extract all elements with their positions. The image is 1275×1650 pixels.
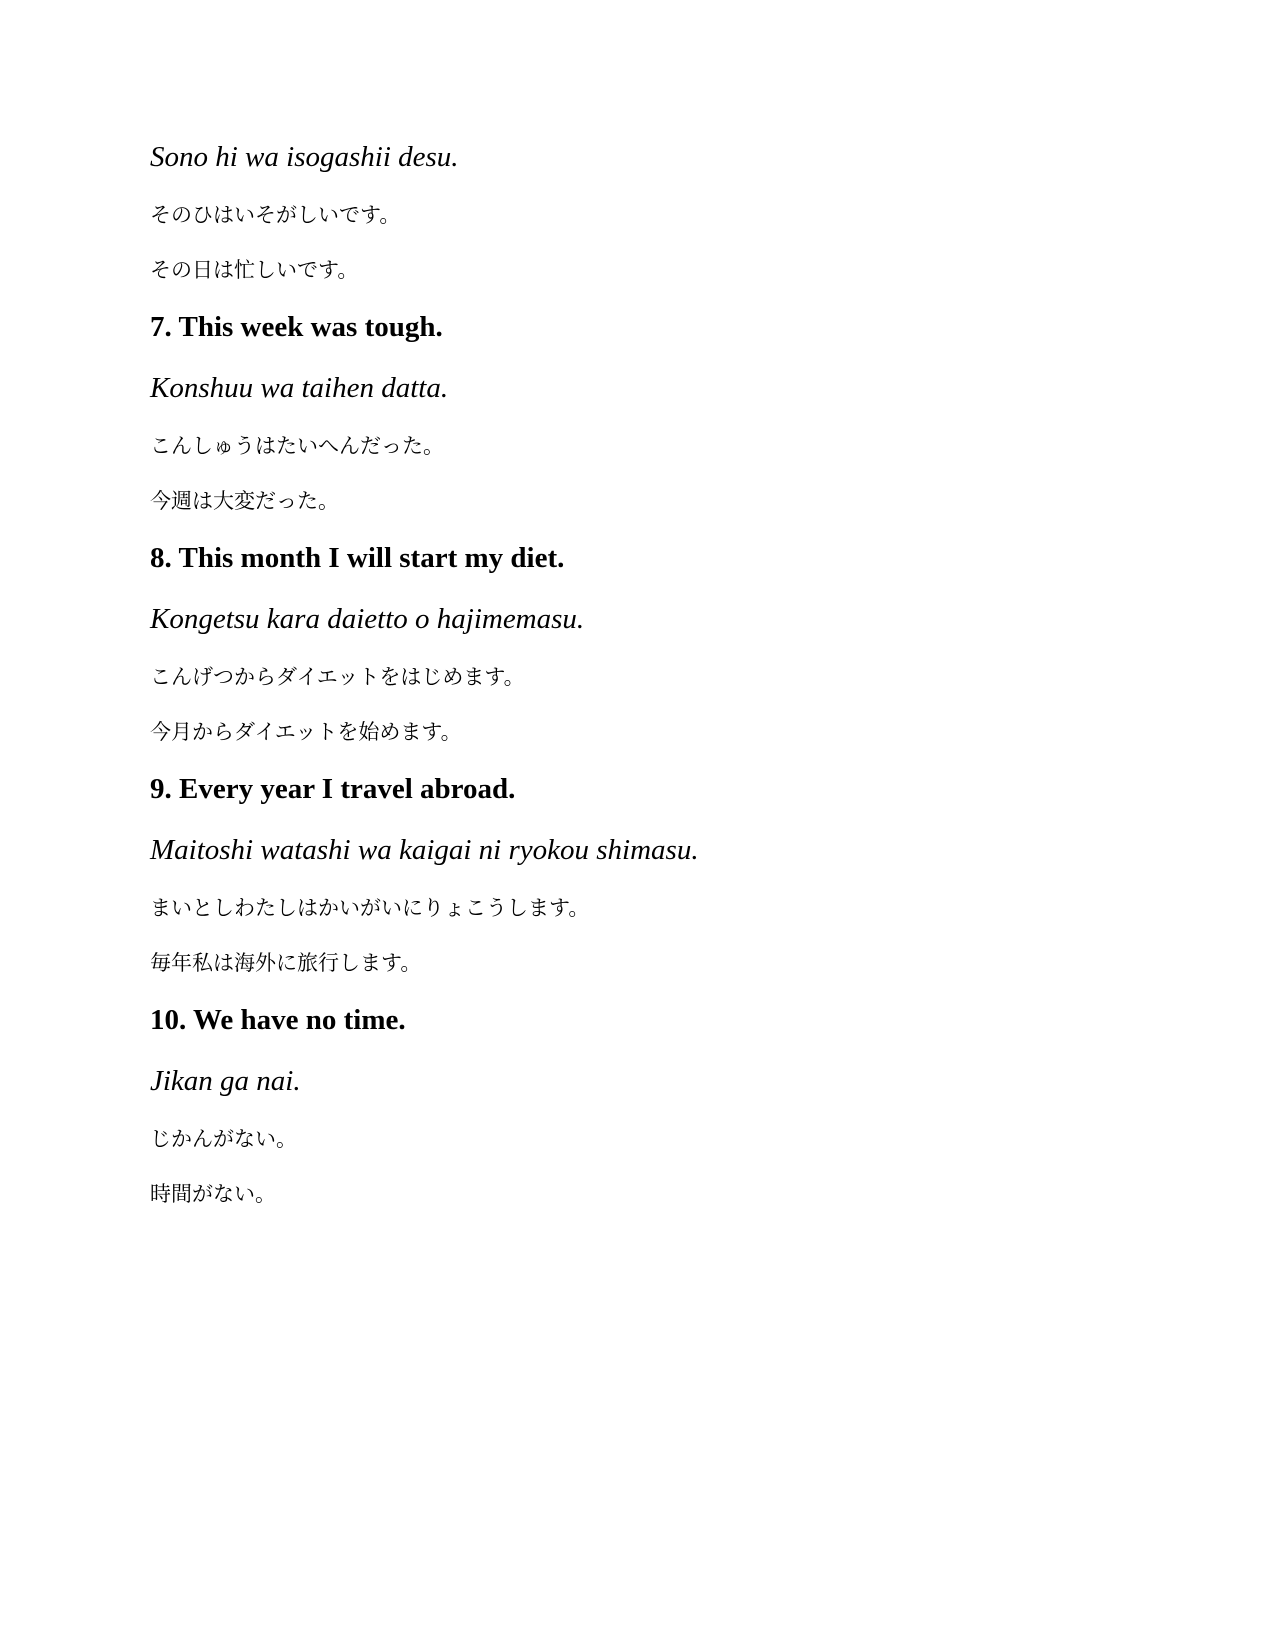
romaji-line: Sono hi wa isogashii desu. [150,141,459,173]
kanji-line: 毎年私は海外に旅行します。 [150,951,422,975]
kanji-line: 今週は大変だった。 [150,489,339,513]
kana-line: じかんがない。 [150,1127,297,1151]
kana-line: まいとしわたしはかいがいにりょこうします。 [150,896,590,920]
romaji-line: Maitoshi watashi wa kaigai ni ryokou shimasu. [150,834,699,866]
phrase-heading: 9. Every year I travel abroad. [150,773,516,805]
phrase-heading: 7. This week was tough. [150,311,443,343]
romaji-line: Konshuu wa taihen datta. [150,372,449,404]
kana-line: こんげつからダイエットをはじめます。 [150,665,525,689]
kana-line: そのひはいそがしいです。 [150,203,401,227]
phrase-heading: 8. This month I will start my diet. [150,542,565,574]
romaji-line: Kongetsu kara daietto o hajimemasu. [150,603,585,635]
phrase-heading: 10. We have no time. [150,1004,406,1036]
kanji-line: その日は忙しいです。 [150,258,359,282]
kana-line: こんしゅうはたいへんだった。 [150,434,444,458]
kanji-line: 時間がない。 [150,1182,276,1206]
kanji-line: 今月からダイエットを始めます。 [150,720,462,744]
romaji-line: Jikan ga nai. [150,1065,301,1097]
